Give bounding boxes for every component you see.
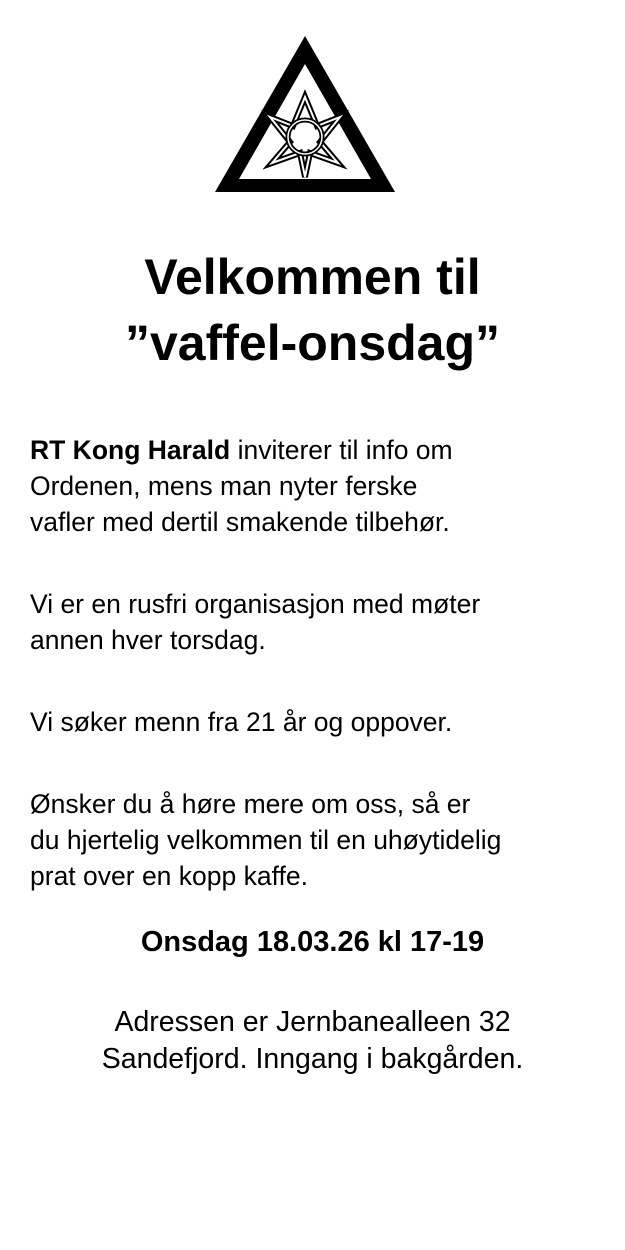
organization-paragraph bbox=[30, 586, 610, 658]
intro-line-2: Ordenen, mens man nyter ferske bbox=[30, 471, 418, 501]
intro-line-3: vafler med dertil smakende tilbehør. bbox=[30, 507, 450, 537]
event-datetime: Onsdag 18.03.26 kl 17-19 bbox=[140, 926, 485, 958]
body-text bbox=[30, 432, 610, 940]
invitation-paragraph bbox=[30, 786, 610, 894]
invitation-line-2: du hjertelig velkommen til en uhøytidelig bbox=[30, 825, 502, 855]
headline-line-1: Velkommen til bbox=[144, 249, 481, 305]
intro-line-1-rest: inviterer til info om bbox=[230, 435, 453, 465]
invitation-line-3: prat over en kopp kaffe. bbox=[30, 861, 308, 891]
membership-line-1: Vi søker menn fra 21 år og oppover. bbox=[30, 707, 453, 737]
membership-paragraph bbox=[30, 704, 610, 740]
address-line-1: Adressen er Jernbanealleen 32 bbox=[114, 1006, 511, 1038]
triangle-star-emblem-icon bbox=[213, 34, 397, 194]
intro-paragraph bbox=[30, 432, 610, 540]
address bbox=[0, 1004, 625, 1078]
organization-line-1: Vi er en rusfri organisasjon med møter bbox=[30, 589, 481, 619]
invitation-line-1: Ønsker du å høre mere om oss, så er bbox=[30, 789, 471, 819]
address-line-2: Sandefjord. Inngang i bakgården. bbox=[101, 1043, 524, 1075]
organization-name: RT Kong Harald bbox=[30, 435, 231, 465]
headline bbox=[0, 244, 625, 376]
organization-line-2: annen hver torsdag. bbox=[30, 625, 266, 655]
headline-line-2: ”vaffel-onsdag” bbox=[124, 315, 501, 371]
